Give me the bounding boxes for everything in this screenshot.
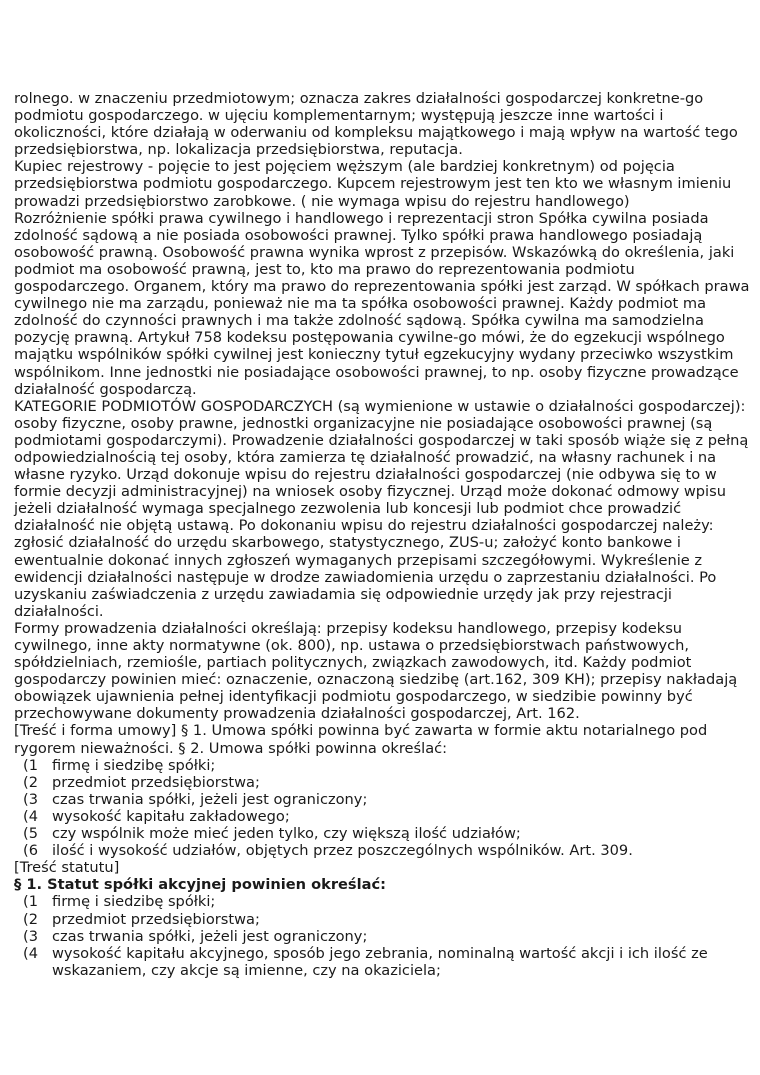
list-item: 4) wysokość kapitału akcyjnego, sposób jego zebrania, nominalną wartość akcji i ich ilość ze wskazaniem, czy akcje są imienne, czy na okaziciela; [23,944,708,979]
list-item: 2) przedmiot przedsiębiorstwa; [23,910,260,928]
list-item: 6) ilość i wysokość udziałów, objętych przez poszczególnych wspólników. Art. 309. [23,842,633,860]
paragraph-spolka-cywilna: Rozróżnienie spółki prawa cywilnego i handlowego i reprezentacji stron Spółka cywilna posiada zdolność sądową a nie posiada osobowości prawnej. Tylko spółki prawa handlowego posiadają osobowość prawną. Osobowość prawna wynika wprost z przepisów. Wskazówką do określenia, jaki podmiot ma osobowość prawną, jest to, kto ma prawo do reprezentowania podmiotu gospodarczego. Organem, który ma prawo do reprezentowania spółki jest zarząd. W spółkach prawa cywilnego nie ma zarządu, ponieważ nie ma ta spółka osobowości prawnej. Każdy podmiot ma zdolność do czynności prawnych i ma także zdolność sądową. Spółka cywilna ma samodzielna pozycję prawną. Artykuł 758 kodeksu postępowania cywilne-go mówi, że do egzekucji wspólnego majątku wspólników spółki cywilnej jest konieczny tytuł egzekucyjny wydany przeciwko wszystkim wspólnikom. Inne jednostki nie posiadające osobowości prawnej, to np. osoby fizyczne prowadzące działalność gospodarczą. [14,209,750,398]
document-page [14,90,750,979]
paragraph-tresc-umowy: [Treść i forma umowy] § 1. Umowa spółki powinna być zawarta w formie aktu notarialnego pod rygorem nieważności. § 2. Umowa spółki powinna określać: [14,722,708,757]
paragraph-kupiec-rejestrowy: Kupiec rejestrowy - pojęcie to jest pojęciem węższym (ale bardziej konkretnym) od pojęcia przedsiębiorstwa podmiotu gospodarczego. Kupcem rejestrowym jest ten kto we własnym imieniu prowadzi przedsiębiorstwo zarobkowe. ( nie wymaga wpisu do rejestru handlowego) [14,158,732,210]
statut-requirements-list [14,893,750,978]
list-item: 3) czas trwania spółki, jeżeli jest ograniczony; [23,927,368,945]
paragraph-kategorie-podmiotow: KATEGORIE PODMIOTÓW GOSPODARCZYCH (są wymienione w ustawie o działalności gospodarczej): osoby fizyczne, osoby prawne, jednostki organizacyjne nie posiadające osobowości prawnej (są podmiotami gospodarczymi). Prowadzenie działalności gospodarczej w taki sposób wiąże się z pełną odpowiedzialnością tej osoby, która zamierza tę działalność prowadzić, na własny rachunek i na własne ryzyko. Urząd dokonuje wpisu do rejestru działalności gospodarczej (nie odbywa się to w formie decyzji administracyjnej) na wniosek osoby fizycznej. Urząd może dokonać odmowy wpisu jeżeli działalność wymaga specjalnego zezwolenia lub koncesji lub podmiot chce prowadzić działalność nie objętą ustawą. Po dokonaniu wpisu do rejestru działalności gospodarczej należy: zgłosić działalność do urzędu skarbowego, statystycznego, ZUS-u; założyć konto bankowe i ewentualnie dokonać innych zgłoszeń wymaganych przepisami szczegółowymi. Wykreślenie z ewidencji działalności następuje w drodze zawiadomienia urzędu o zaprzestaniu działalności. Po uzyskaniu zaświadczenia z urzędu zawiadamia się odpowiednie urzędy jak przy rejestracji działalności. [14,397,749,620]
list-item: 2) przedmiot przedsiębiorstwa; [23,773,260,791]
list-item: 3) czas trwania spółki, jeżeli jest ograniczony; [23,790,368,808]
paragraph-formy-prowadzenia: Formy prowadzenia działalności określają: przepisy kodeksu handlowego, przepisy kodeksu cywilnego, inne akty normatywne (ok. 800), np. ustawa o przedsiębiorstwach państwowych, spółdzielniach, rzemiośle, partiach politycznych, związkach zawodowych, itd. Każdy podmiot gospodarczy powinien mieć: oznaczenie, oznaczoną siedzibę (art.162, 309 KH); przepisy nakładają obowiązek ujawnienia pełnej identyfikacji podmiotu gospodarczego, w siedzibie powinny być przechowywane dokumenty prowadzenia działalności gospodarczej, Art. 162. [14,619,738,723]
umowa-requirements-list [14,757,750,860]
statute-subheading: § 1. Statut spółki akcyjnej powinien określać: [14,876,386,894]
list-item: 1) firmę i siedzibę spółki; [23,893,216,911]
list-item: 5) czy wspólnik może mieć jeden tylko, czy większą ilość udziałów; [23,825,521,843]
list-item: 1) firmę i siedzibę spółki; [23,756,216,774]
paragraph-przedsiebiorstwo: rolnego. w znaczeniu przedmiotowym; oznacza zakres działalności gospodarczej konkretne-go podmiotu gospodarczego. w ujęciu komplementarnym; występują jeszcze inne wartości i okoliczności, które działają w oderwaniu od kompleksu majątkowego i mają wpływ na wartość tego przedsiębiorstwa, np. lokalizacja przedsiębiorstwa, reputacja. [14,90,738,159]
statute-heading: [Treść statutu] [14,859,120,877]
list-item: 4) wysokość kapitału zakładowego; [23,807,290,825]
